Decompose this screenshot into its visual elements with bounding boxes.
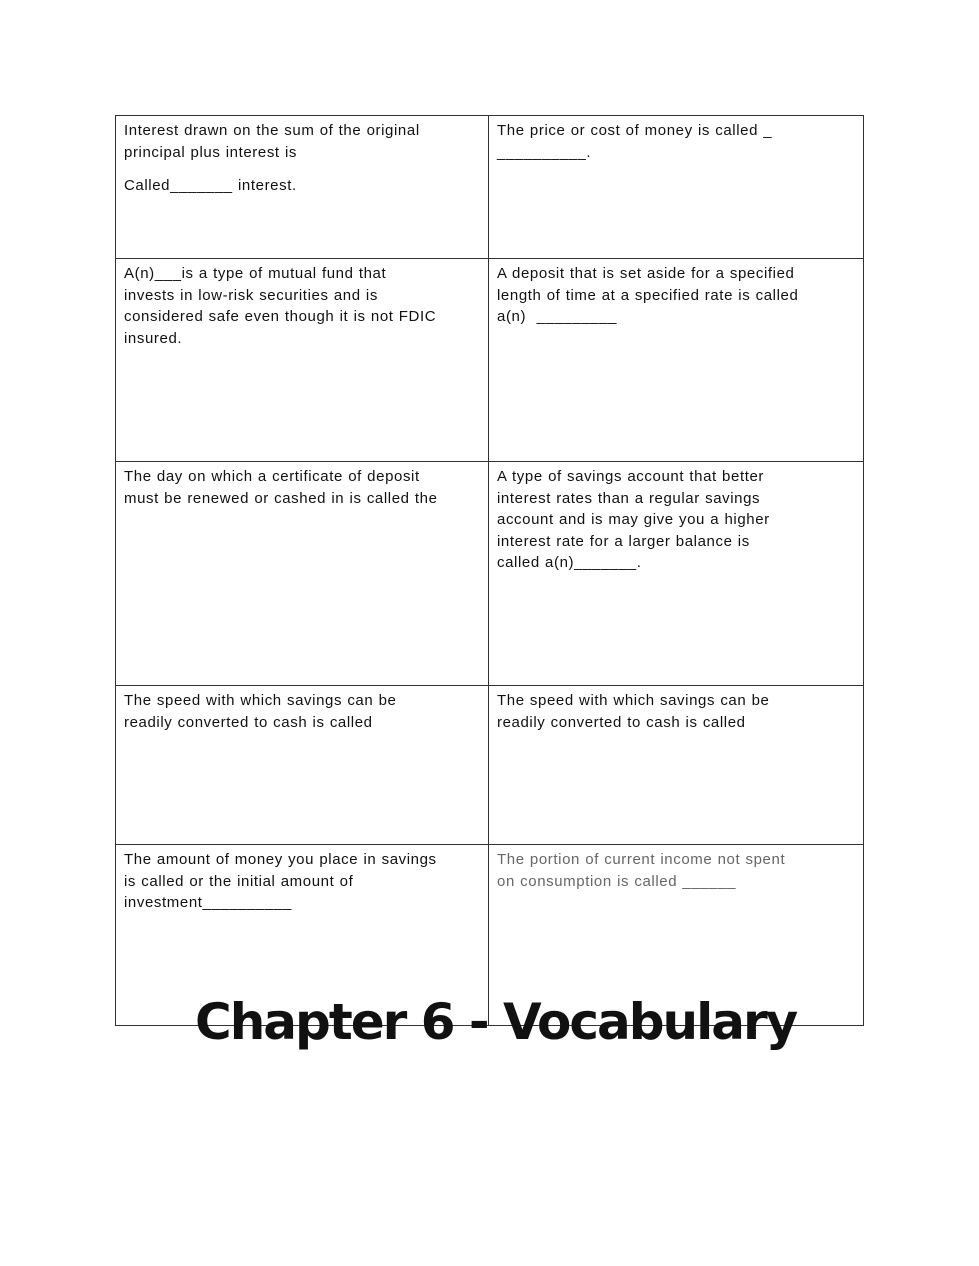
card-text-line: A deposit that is set aside for a specified	[497, 265, 795, 282]
card-text-line: account and is may give you a higher	[497, 511, 770, 528]
vocab-card	[116, 462, 489, 686]
card-text-spacer	[124, 163, 480, 175]
vocab-card	[489, 259, 864, 462]
chapter-title: Chapter 6 - Vocabulary	[195, 993, 797, 1051]
card-text-line: readily converted to cash is called	[124, 713, 373, 731]
vocab-card	[489, 462, 864, 686]
card-text-line: The speed with which savings can be	[497, 692, 770, 709]
card-text-line: called a(n)_______.	[497, 554, 642, 571]
vocab-card	[116, 686, 489, 845]
card-text-line: interest rates than a regular savings	[497, 489, 761, 507]
card-text-line: length of time at a specified rate is called	[497, 286, 799, 304]
card-text-line: principal plus interest is	[124, 143, 298, 161]
card-text-line: Called_______ interest.	[124, 177, 297, 194]
vocab-card	[489, 116, 864, 259]
card-text-line: The day on which a certificate of deposit	[124, 468, 420, 485]
table-row	[116, 116, 864, 259]
card-text-line: A(n)___is a type of mutual fund that	[124, 265, 387, 282]
card-text-line: invests in low-risk securities and is	[124, 286, 378, 304]
card-text-line: is called or the initial amount of	[124, 872, 354, 890]
card-text-line: Interest drawn on the sum of the original	[124, 122, 420, 139]
vocab-card	[116, 116, 489, 259]
card-text-line: The portion of current income not spent	[497, 851, 786, 868]
card-text-line: insured.	[124, 329, 183, 347]
card-text-line: The amount of money you place in savings	[124, 851, 437, 868]
card-text-line: The speed with which savings can be	[124, 692, 397, 709]
table-row	[116, 259, 864, 462]
table-row	[116, 686, 864, 845]
card-text-line: A type of savings account that better	[497, 468, 765, 485]
card-text-line: a(n) _________	[497, 308, 618, 325]
card-text-line: readily converted to cash is called	[497, 713, 746, 731]
card-text-line: The price or cost of money is called _	[497, 122, 773, 139]
card-text-line: considered safe even though it is not FDIC	[124, 308, 437, 325]
card-text-line: must be renewed or cashed in is called the	[124, 489, 438, 507]
card-text-line: investment__________	[124, 894, 292, 911]
vocab-card	[489, 686, 864, 845]
table-row	[116, 462, 864, 686]
card-text-line: interest rate for a larger balance is	[497, 532, 750, 550]
vocabulary-table	[115, 115, 864, 1026]
vocab-card	[116, 259, 489, 462]
card-text-line: __________.	[497, 143, 592, 161]
card-text-line: on consumption is called ______	[497, 872, 737, 890]
